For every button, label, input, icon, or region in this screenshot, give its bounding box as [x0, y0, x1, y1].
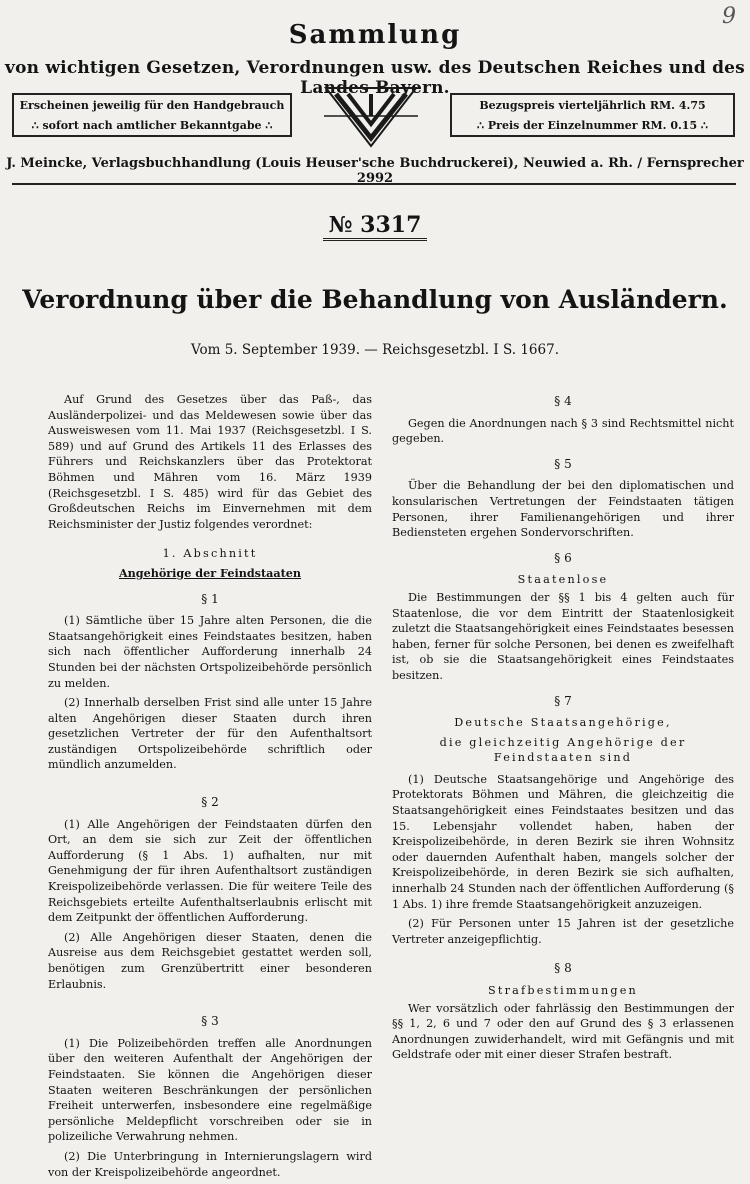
document-date-line: Vom 5. September 1939. — Reichsgesetzbl. I S. 1667. [190, 342, 559, 358]
document-title: Verordnung über die Behandlung von Ausländern. [22, 285, 728, 314]
preamble: Auf Grund des Gesetzes über das Paß-, das Ausländerpolizei- und das Meldewesen sowie über das Ausweiswesen vom 11. Mai 1937 (Reichsgesetzbl. I S. 589) und auf Grund des Artikels 11 des Erlasses des Führers und Reichskanzlers über das Protektorat Böhmen und Mähren vom 16. März 1939 (Reichsgesetzbl. I S. 485) wird für das Gebiet des Großdeutschen Reichs im Einvernehmen mit dem Reichsminister der Justiz folgendes verordnet: [48, 393, 372, 531]
section-1-paragraph-2: (2) Innerhalb derselben Frist sind alle unter 15 Jahre alten Angehörigen dieser Staaten durch ihren gesetzlichen Vertreter der für den Aufenthaltsort zuständigen Ortspolizeibehörde schriftlich oder mündlich anzumelden. [48, 696, 372, 772]
section-2-paragraph-2: (2) Alle Angehörigen dieser Staaten, denen die Ausreise aus dem Reichsgebiet gestattet werden soll, benötigen zum Grenzübertritt einer besonderen Erlaubnis. [48, 930, 372, 991]
masthead-subtitle: von wichtigen Gesetzen, Verordnungen usw. des Deutschen Reiches und des Landes Bayern. [5, 58, 745, 98]
section-7-paragraph-1: (1) Deutsche Staatsangehörige und Angehörige des Protektorats Böhmen und Mähren, die gleichzeitig die Staatsangehörigkeit eines Feindstaates besitzen und das 15. Lebensjahr vollendet haben, haben der Kreispolizeibehörde, in deren Bezirk sie ihren Wohnsitz oder dauernden Aufenthalt haben, mangels solcher der Kreispolizeibehörde, in deren Bezirk sie sich aufhalten, innerhalb 24 Stunden nach der öffentlichen Aufforderung (§ 1 Abs. 1) ihre fremde Staatsangehörigkeit anzuzeigen. [392, 772, 734, 911]
section-7-paragraph-2: (2) Für Personen unter 15 Jahren ist der gesetzliche Vertreter anzeigepflichtig. [392, 917, 734, 946]
masthead-title: Sammlung [288, 20, 462, 50]
section-2-paragraph-1: (1) Alle Angehörigen der Feindstaaten dürfen den Ort, an dem sie sich zur Zeit der öffentlichen Aufforderung (§ 1 Abs. 1) aufhalten, nur mit Genehmigung der für ihren Aufenthaltsort zuständigen Kreispolizeibehörde verlassen. Die für weitere Teile des Reichsgebiets erteilte Aufenthaltserlaubnis erlischt mit dem Zeitpunkt der öffentlichen Aufforderung. [48, 817, 372, 925]
left-column [48, 392, 372, 1184]
section-6-heading: § 6 [554, 550, 572, 565]
issue-number-text: № 3317 [323, 212, 428, 241]
section-5-paragraph-1: Über die Behandlung der bei den diplomatischen und konsularischen Vertretungen der Feindstaaten tätigen Personen, ihrer Familienangehörigen und ihrer Bediensteten ergehen Sondervorschriften. [392, 479, 734, 540]
chapter-title: Angehörige der Feindstaaten [118, 565, 302, 580]
section-5-heading: § 5 [554, 456, 572, 471]
section-6-paragraph-1: Die Bestimmungen der §§ 1 bis 4 gelten auch für Staatenlose, die vor dem Eintritt der Staatenlosigkeit zuletzt die Staatsangehörigkeit eines Feindstaates besessen haben, ferner für solche Personen, bei denen es zweifelhaft ist, ob sie die Staatsangehörigkeit eines Feindstaates besitzen. [392, 590, 734, 682]
price-line-single: ∴ Preis der Einzelnummer RM. 0.15 ∴ [477, 119, 708, 132]
section-8-title: Strafbestimmungen [488, 984, 638, 997]
section-1-paragraph-1: (1) Sämtliche über 15 Jahre alten Personen, die die Staatsangehörigkeit eines Feindstaates besitzen, haben sich nach öffentlicher Aufforderung innerhalb 24 Stunden bei der nächsten Ortspolizeibehörde persönlich zu melden. [48, 614, 372, 690]
section-4-paragraph-1: Gegen die Anordnungen nach § 3 sind Rechtsmittel nicht gegeben. [392, 416, 734, 446]
price-info-box [450, 93, 735, 137]
publication-info-line-1: Erscheinen jeweilig für den Handgebrauch [19, 99, 285, 112]
section-1-heading: § 1 [201, 591, 219, 606]
section-3-paragraph-1: (1) Die Polizeibehörden treffen alle Anordnungen über den weiteren Aufenthalt der Angehörigen der Feindstaaten. Sie können die Angehörigen dieser Staaten weiteren Beschränkungen der persönlichen Freiheit unterwerfen, insbesondere eine regelmäßige persönliche Meldepflicht vorschreiben oder sie in polizeiliche Verwahrung nehmen. [48, 1036, 372, 1144]
section-6-title: Staatenlose [517, 573, 609, 587]
price-line-quarterly: Bezugspreis vierteljährlich RM. 4.75 [479, 99, 706, 112]
section-3-paragraph-2: (2) Die Unterbringung in Internierungslagern wird von der Kreispolizeibehörde angeordnet. [48, 1149, 372, 1179]
publisher-monogram-icon [322, 86, 420, 148]
section-8-heading: § 8 [554, 961, 572, 976]
publisher-line: J. Meincke, Verlagsbuchhandlung (Louis Heuser'sche Buchdruckerei), Neuwied a. Rh. / Fernsprecher 2992 [6, 156, 744, 186]
publication-info-line-2: ∴ sofort nach amtlicher Bekanntgabe ∴ [31, 119, 273, 132]
chapter-heading: 1. Abschnitt [162, 547, 258, 561]
section-4-heading: § 4 [554, 394, 572, 408]
handwritten-page-mark: 9 [722, 4, 736, 29]
issue-number [0, 212, 750, 238]
right-column [392, 392, 734, 1067]
masthead-rule [12, 183, 736, 185]
section-7-title-line-2: die gleichzeitig Angehörige der Feindstaaten sind [439, 735, 687, 765]
section-7-heading: § 7 [554, 693, 572, 708]
section-3-heading: § 3 [201, 1014, 219, 1029]
section-7-title-line-1: Deutsche Staatsangehörige, [454, 716, 672, 730]
section-8-paragraph-1: Wer vorsätzlich oder fahrlässig den Bestimmungen der §§ 1, 2, 6 und 7 oder den auf Grund des § 3 erlassenen Anordnungen zuwiderhandelt, wird mit Gefängnis und mit Geldstrafe oder mit einer dieser Strafen bestraft. [392, 1001, 734, 1062]
publication-info-box [12, 93, 292, 137]
section-2-heading: § 2 [201, 795, 219, 810]
